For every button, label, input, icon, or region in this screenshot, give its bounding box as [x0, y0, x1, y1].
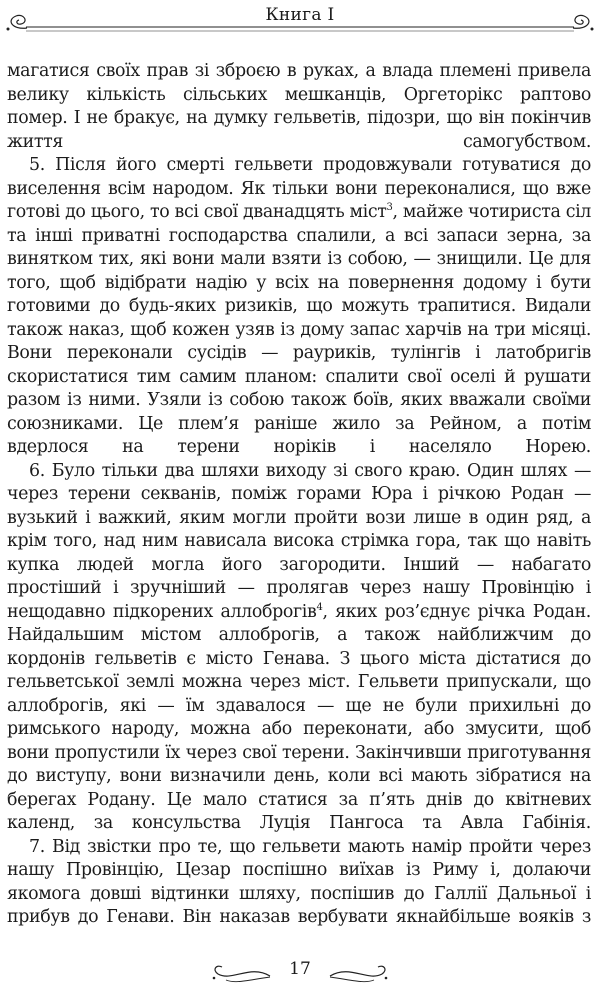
page-header [0, 0, 600, 40]
page-number: 17 [289, 959, 311, 979]
paragraph: магатися своїх прав зі зброєю в руках, а влада племені привела велику кількість сільських мешканців, Оргеторікс раптово помер. І не бракує, на думку гельветів, підозри, що він покінчив життя самогубством. [7, 61, 591, 152]
footnote-marker: 3 [386, 202, 393, 213]
paragraph: 5. Після його смерті гельвети продовжували готуватися до виселення всім народом. Як тільки вони переконалися, що вже готові до цього, то всі свої дванадцять міст$^3$, майже чотириста сіл та інші приватні господарства спалили, а всі запаси зерна, за винятком тих, які вони мали взяти із собою, — знищили. Це для того, щоб відібрати надію у всіх на повернення додому і бути готовими до будь-яких ризиків, що можуть трапитися. Видали також наказ, щоб кожен узяв із дому запас харчів на три місяці. Вони переконали сусідів — рауриків, тулінгів і латобригів скористатися тим самим планом: спалити свої оселі й рушати разом із ними. Узяли із собою також боїв, яких вважали своїми союзниками. Це плем’я раніше жило за Рейном, а потім вдерлося на терени норіків і населяло Норею. [7, 155, 591, 457]
page-body [7, 60, 591, 930]
paragraph: 7. Від звістки про те, що гельвети мають намір пройти через нашу Провінцію, Цезар поспішно виїхав із Риму і, долаючи якомога довші відтинки шляху, поспішив до Галлії Дальньої і прибув до Генави. Він наказав вербувати якнайбільше вояків з [7, 836, 591, 927]
running-head: Книга I [0, 5, 600, 25]
footnote-marker: 4 [316, 601, 323, 613]
paragraph: 6. Було тільки два шляхи виходу зі свого краю. Один шлях — через терени секванів, поміж горами Юра і річкою Родан — вузький і важкий, яким могли пройти вози лише в один ряд, а крім того, над ним нависала висока стрімка гора, так що навіть купка людей могла його загородити. Інший — набагато простіший і зручніший — пролягав через нашу Провінцію і нещодавно підкорених аллоброгів$^4$, яких роз’єднує річка Родан. Найдальшим містом аллоброгів, а також найближчим до кордонів гельветів є місто Генава. З цього міста дістатися до гельветської землі можна через міст. Гельвети припускали, що аллоброгів, які — їм здавалося — ще не були прихильні до римського народу, можна або переконати, або змусити, щоб вони пропустили їх через свої терени. Закінчивши приготування до виступу, вони визначили день, коли всі мають зібратися на берегах Родану. Це мало статися за п’ять днів до квітневих календ, за консульства Луція Пангоса та Авла Габінія. [7, 460, 591, 833]
page-footer [0, 956, 600, 992]
